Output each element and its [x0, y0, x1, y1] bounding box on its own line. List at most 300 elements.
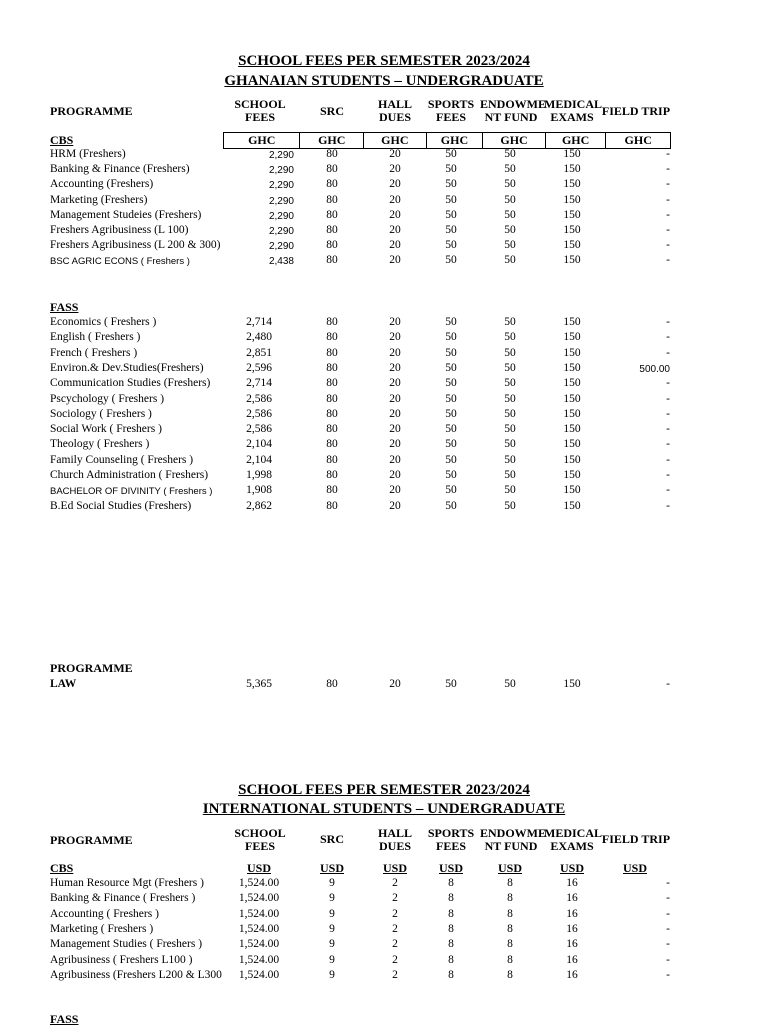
field-trip-value: - [666, 922, 670, 935]
school-fees-value: 1,524.00 [238, 892, 280, 905]
table-row [0, 454, 768, 469]
endowment-value: 8 [507, 953, 513, 966]
field-trip-value: - [666, 907, 670, 920]
table-row [0, 938, 768, 953]
school-fees-value: 2,290 [268, 210, 294, 222]
src-value: 9 [329, 907, 335, 920]
school-fees-value: 2,714 [246, 316, 272, 328]
school-fees-value: 2,104 [246, 438, 272, 451]
field-trip-value: - [666, 239, 670, 252]
currency-cell: GHC [483, 133, 546, 148]
table-row [0, 954, 768, 969]
table-row [0, 331, 768, 346]
medical-value: 150 [563, 316, 581, 328]
sports-fees-value: 50 [445, 469, 457, 481]
table-row [0, 969, 768, 984]
medical-value: 16 [566, 968, 578, 981]
endowment-value: 50 [504, 423, 516, 436]
sports-fees-value: 50 [445, 407, 457, 420]
table-row [0, 194, 768, 209]
medical-value: 150 [563, 148, 581, 160]
hall-dues-value: 2 [392, 938, 398, 951]
sports-fees-value: 50 [445, 361, 457, 374]
field-trip-value: - [666, 892, 670, 905]
field-trip-value: - [666, 423, 670, 436]
endowment-value: 50 [504, 178, 516, 191]
currency-cell: GHC [300, 133, 364, 148]
currency-cell: GHC [427, 133, 484, 148]
medical-value: 16 [566, 938, 578, 951]
medical-value: 16 [566, 892, 578, 905]
sports-fees-value: 50 [445, 148, 457, 160]
field-trip-value: - [666, 377, 670, 390]
src-value: 80 [326, 163, 338, 176]
programme-name: Freshers Agribusiness (L 100) [50, 224, 189, 236]
field-trip-value: - [666, 407, 670, 420]
endowment-value: 50 [504, 193, 516, 206]
programme-name: Marketing ( Freshers ) [50, 922, 154, 935]
intl-currency-src: USD [319, 861, 344, 875]
table-row [0, 423, 768, 438]
field-trip-value: - [666, 148, 670, 160]
field-trip-value: - [666, 678, 670, 690]
table-row [0, 892, 768, 907]
table-row [0, 469, 768, 484]
intl-title-line2: INTERNATIONAL STUDENTS – UNDERGRADUATE [202, 801, 566, 817]
hall-dues-value: 20 [389, 453, 401, 466]
medical-value: 150 [563, 453, 581, 466]
sports-fees-value: 8 [448, 968, 454, 981]
local-title-line2: GHANAIAN STUDENTS – UNDERGRADUATE [224, 73, 544, 89]
table-row [0, 178, 768, 193]
programme-name: Management Studies ( Freshers ) [50, 938, 203, 951]
src-value: 80 [326, 407, 338, 420]
medical-value: 150 [563, 499, 581, 512]
school-fees-value: 1,524.00 [238, 877, 280, 889]
programme-name: French ( Freshers ) [50, 346, 138, 359]
medical-value: 150 [563, 392, 581, 405]
sports-fees-value: 50 [445, 392, 457, 405]
field-trip-value: - [666, 316, 670, 328]
endowment-value: 50 [504, 224, 516, 236]
field-trip-value: - [666, 163, 670, 176]
medical-value: 150 [563, 346, 581, 359]
field-trip-value: - [666, 193, 670, 206]
src-value: 80 [326, 178, 338, 191]
src-value: 80 [326, 453, 338, 466]
sports-fees-value: 50 [445, 208, 457, 221]
sports-fees-value: 8 [448, 953, 454, 966]
hall-dues-value: 20 [389, 392, 401, 405]
field-trip-value: - [666, 331, 670, 344]
programme-name: Agribusiness (Freshers L200 & L300 [50, 968, 222, 981]
src-value: 80 [326, 377, 338, 390]
school-fees-value: 2,596 [246, 361, 272, 374]
sports-fees-value: 50 [445, 316, 457, 328]
table-row [0, 393, 768, 408]
medical-value: 150 [563, 484, 581, 497]
header-programme: PROGRAMME [50, 104, 133, 118]
field-trip-value: - [666, 968, 670, 981]
endowment-value: 50 [504, 377, 516, 390]
school-fees-value: 1,524.00 [238, 968, 280, 981]
sports-fees-value: 50 [445, 423, 457, 436]
intl-currency-field: USD [622, 861, 647, 875]
currency-header-box [223, 132, 671, 149]
sports-fees-value: 50 [445, 239, 457, 252]
intl-header-school-fees: SCHOOL FEES [234, 826, 286, 853]
sports-fees-value: 50 [445, 484, 457, 497]
table-row [0, 908, 768, 923]
sports-fees-value: 50 [445, 331, 457, 344]
school-fees-value: 2,290 [268, 165, 294, 177]
src-value: 80 [326, 346, 338, 359]
programme-name: Human Resource Mgt (Freshers ) [50, 877, 204, 889]
hall-dues-value: 20 [389, 484, 401, 497]
intl-currency-med: USD [559, 861, 584, 875]
medical-value: 150 [563, 678, 581, 690]
field-trip-value: - [666, 392, 670, 405]
school-fees-value: 2,586 [246, 407, 272, 420]
hall-dues-value: 2 [392, 907, 398, 920]
intl-header-field-trip: FIELD TRIP [601, 832, 671, 846]
school-fees-value: 1,524.00 [238, 907, 280, 920]
header-school-fees: SCHOOL FEES [234, 97, 286, 124]
programme-name: Agribusiness ( Freshers L100 ) [50, 953, 193, 966]
programme-name: Pscychology ( Freshers ) [50, 392, 165, 405]
field-trip-value: 500.00 [639, 363, 670, 375]
table-row [0, 500, 768, 515]
medical-value: 150 [563, 178, 581, 191]
endowment-value: 50 [504, 407, 516, 420]
medical-value: 150 [563, 254, 581, 267]
field-trip-value: - [666, 224, 670, 236]
medical-value: 16 [566, 877, 578, 889]
intl-title-line1: SCHOOL FEES PER SEMESTER 2023/2024 [238, 782, 530, 798]
src-value: 80 [326, 392, 338, 405]
intl-section-fass-label: FASS [50, 1012, 79, 1026]
school-fees-value: 1,908 [246, 484, 272, 497]
src-value: 80 [326, 331, 338, 344]
src-value: 80 [326, 316, 338, 328]
intl-header-medical-exams: MEDICAL EXAMS [544, 826, 603, 853]
hall-dues-value: 2 [392, 892, 398, 905]
field-trip-value: - [666, 484, 670, 497]
sports-fees-value: 50 [445, 254, 457, 267]
src-value: 80 [326, 499, 338, 512]
programme-name: HRM (Freshers) [50, 148, 126, 160]
field-trip-value: - [666, 178, 670, 191]
src-value: 80 [326, 361, 338, 374]
sports-fees-value: 8 [448, 922, 454, 935]
hall-dues-value: 20 [389, 423, 401, 436]
local-title-line1: SCHOOL FEES PER SEMESTER 2023/2024 [238, 53, 530, 69]
programme-name: Family Counseling ( Freshers ) [50, 453, 194, 466]
programme-name: BACHELOR OF DIVINITY ( Freshers ) [50, 486, 213, 498]
hall-dues-value: 20 [389, 316, 401, 328]
sports-fees-value: 8 [448, 907, 454, 920]
src-value: 9 [329, 877, 335, 889]
medical-value: 16 [566, 953, 578, 966]
school-fees-value: 2,586 [246, 423, 272, 436]
intl-header-src: SRC [319, 832, 344, 846]
hall-dues-value: 20 [389, 469, 401, 481]
section-fass-label: FASS [50, 300, 79, 314]
endowment-value: 50 [504, 484, 516, 497]
hall-dues-value: 20 [389, 224, 401, 236]
medical-value: 150 [563, 407, 581, 420]
programme-name: Banking & Finance ( Freshers ) [50, 892, 196, 905]
school-fees-value: 2,104 [246, 453, 272, 466]
intl-header-programme: PROGRAMME [50, 833, 133, 847]
section-cbs-label: CBS [50, 133, 74, 147]
school-fees-value: 1,524.00 [238, 953, 280, 966]
field-trip-value: - [666, 877, 670, 889]
field-trip-value: - [666, 346, 670, 359]
programme-name: Social Work ( Freshers ) [50, 423, 162, 436]
programme-name: Freshers Agribusiness (L 200 & 300) [50, 239, 221, 252]
table-row [0, 316, 768, 331]
medical-value: 150 [563, 208, 581, 221]
school-fees-value: 1,524.00 [238, 938, 280, 951]
hall-dues-value: 20 [389, 163, 401, 176]
intl-header-endowment-fund: ENDOWME NT FUND [480, 826, 546, 853]
medical-value: 150 [563, 438, 581, 451]
endowment-value: 8 [507, 968, 513, 981]
field-trip-value: - [666, 938, 670, 951]
hall-dues-value: 20 [389, 178, 401, 191]
table-row [0, 239, 768, 254]
school-fees-value: 2,290 [268, 180, 294, 192]
sports-fees-value: 8 [448, 877, 454, 889]
medical-value: 150 [563, 331, 581, 344]
header-medical-exams: MEDICAL EXAMS [544, 97, 603, 124]
table-row [0, 347, 768, 362]
sports-fees-value: 8 [448, 892, 454, 905]
endowment-value: 50 [504, 453, 516, 466]
medical-value: 150 [563, 361, 581, 374]
src-value: 80 [326, 208, 338, 221]
programme-name: Communication Studies (Freshers) [50, 377, 211, 390]
endowment-value: 50 [504, 469, 516, 481]
hall-dues-value: 20 [389, 499, 401, 512]
header-src: SRC [319, 104, 344, 118]
hall-dues-value: 20 [389, 254, 401, 267]
endowment-value: 8 [507, 922, 513, 935]
table-row [0, 254, 768, 269]
medical-value: 150 [563, 377, 581, 390]
medical-value: 150 [563, 423, 581, 436]
src-value: 9 [329, 892, 335, 905]
endowment-value: 50 [504, 148, 516, 160]
currency-cell: GHC [364, 133, 427, 148]
hall-dues-value: 2 [392, 877, 398, 889]
medical-value: 150 [563, 193, 581, 206]
table-row [0, 484, 768, 499]
medical-value: 16 [566, 922, 578, 935]
field-trip-value: - [666, 438, 670, 451]
programme-name: Management Studeies (Freshers) [50, 208, 202, 221]
school-fees-value: 2,480 [246, 331, 272, 344]
programme-name: B.Ed Social Studies (Freshers) [50, 499, 192, 512]
medical-value: 150 [563, 224, 581, 236]
field-trip-value: - [666, 453, 670, 466]
hall-dues-value: 20 [389, 239, 401, 252]
programme-name: English ( Freshers ) [50, 331, 141, 344]
hall-dues-value: 20 [389, 407, 401, 420]
programme-name: Accounting ( Freshers ) [50, 907, 159, 920]
intl-currency-fees: USD [246, 861, 271, 875]
programme-name: Banking & Finance (Freshers) [50, 163, 190, 176]
endowment-value: 50 [504, 346, 516, 359]
sports-fees-value: 50 [445, 453, 457, 466]
currency-cell: GHC [546, 133, 607, 148]
hall-dues-value: 20 [389, 377, 401, 390]
sports-fees-value: 50 [445, 193, 457, 206]
table-row [0, 877, 768, 892]
src-value: 80 [326, 678, 338, 690]
programme-name: Accounting (Freshers) [50, 178, 154, 191]
src-value: 80 [326, 469, 338, 481]
header-sports-fees: SPORTS FEES [427, 97, 475, 124]
field-trip-value: - [666, 469, 670, 481]
endowment-value: 50 [504, 392, 516, 405]
hall-dues-value: 20 [389, 678, 401, 690]
school-fees-value: 2,714 [246, 377, 272, 390]
school-fees-value: 2,438 [268, 256, 294, 268]
field-trip-value: - [666, 953, 670, 966]
school-fees-value: 2,290 [268, 150, 294, 161]
hall-dues-value: 2 [392, 968, 398, 981]
endowment-value: 8 [507, 907, 513, 920]
sports-fees-value: 50 [445, 499, 457, 512]
endowment-value: 50 [504, 254, 516, 267]
table-row [0, 163, 768, 178]
hall-dues-value: 2 [392, 922, 398, 935]
programme-name: LAW [50, 678, 77, 690]
programme-name: Environ.& Dev.Studies(Freshers) [50, 361, 204, 374]
field-trip-value: - [666, 208, 670, 221]
programme-name: Sociology ( Freshers ) [50, 407, 152, 420]
table-row [0, 678, 768, 693]
sports-fees-value: 50 [445, 163, 457, 176]
medical-value: 150 [563, 163, 581, 176]
intl-section-cbs-label: CBS [50, 861, 74, 875]
hall-dues-value: 20 [389, 193, 401, 206]
law-programme-label: PROGRAMME [50, 661, 133, 675]
endowment-value: 50 [504, 316, 516, 328]
intl-currency-endow: USD [497, 861, 522, 875]
intl-currency-sports: USD [438, 861, 463, 875]
src-value: 80 [326, 254, 338, 267]
school-fees-value: 2,586 [246, 392, 272, 405]
programme-name: BSC AGRIC ECONS ( Freshers ) [50, 256, 190, 268]
school-fees-value: 2,851 [246, 346, 272, 359]
programme-name: Economics ( Freshers ) [50, 316, 157, 328]
endowment-value: 50 [504, 438, 516, 451]
medical-value: 16 [566, 907, 578, 920]
sports-fees-value: 50 [445, 678, 457, 690]
school-fees-value: 2,862 [246, 499, 272, 512]
endowment-value: 50 [504, 163, 516, 176]
currency-cell: GHC [624, 133, 652, 147]
school-fees-value: 1,998 [246, 469, 272, 481]
programme-name: Marketing (Freshers) [50, 193, 148, 206]
sports-fees-value: 50 [445, 224, 457, 236]
sports-fees-value: 50 [445, 438, 457, 451]
table-row [0, 438, 768, 453]
table-row [0, 923, 768, 938]
school-fees-value: 2,290 [268, 195, 294, 207]
src-value: 80 [326, 484, 338, 497]
sports-fees-value: 50 [445, 178, 457, 191]
src-value: 80 [326, 148, 338, 160]
header-endowment-fund: ENDOWME NT FUND [480, 97, 546, 124]
table-row [0, 148, 768, 163]
programme-name: Theology ( Freshers ) [50, 438, 150, 451]
hall-dues-value: 20 [389, 331, 401, 344]
currency-cell: GHC [224, 133, 300, 148]
endowment-value: 50 [504, 499, 516, 512]
sports-fees-value: 50 [445, 346, 457, 359]
endowment-value: 8 [507, 877, 513, 889]
table-row [0, 224, 768, 239]
table-row [0, 377, 768, 392]
src-value: 80 [326, 438, 338, 451]
src-value: 80 [326, 193, 338, 206]
endowment-value: 8 [507, 892, 513, 905]
src-value: 80 [326, 224, 338, 236]
field-trip-value: - [666, 499, 670, 512]
intl-header-hall-dues: HALL DUES [377, 826, 412, 853]
src-value: 9 [329, 968, 335, 981]
hall-dues-value: 2 [392, 953, 398, 966]
hall-dues-value: 20 [389, 148, 401, 160]
school-fees-value: 1,524.00 [238, 922, 280, 935]
src-value: 80 [326, 423, 338, 436]
header-field-trip: FIELD TRIP [601, 104, 671, 118]
endowment-value: 50 [504, 678, 516, 690]
sports-fees-value: 50 [445, 377, 457, 390]
programme-name: Church Administration ( Freshers) [50, 469, 209, 481]
src-value: 9 [329, 938, 335, 951]
table-row [0, 408, 768, 423]
endowment-value: 50 [504, 331, 516, 344]
sports-fees-value: 8 [448, 938, 454, 951]
intl-currency-hall: USD [382, 861, 407, 875]
header-hall-dues: HALL DUES [377, 97, 412, 124]
school-fees-value: 5,365 [246, 678, 272, 690]
hall-dues-value: 20 [389, 346, 401, 359]
table-row [0, 362, 768, 377]
endowment-value: 50 [504, 361, 516, 374]
school-fees-value: 2,290 [268, 241, 294, 253]
endowment-value: 8 [507, 938, 513, 951]
endowment-value: 50 [504, 239, 516, 252]
hall-dues-value: 20 [389, 438, 401, 451]
school-fees-value: 2,290 [268, 226, 294, 237]
hall-dues-value: 20 [389, 208, 401, 221]
src-value: 80 [326, 239, 338, 252]
src-value: 9 [329, 922, 335, 935]
src-value: 9 [329, 953, 335, 966]
field-trip-value: - [666, 254, 670, 267]
medical-value: 150 [563, 239, 581, 252]
medical-value: 150 [563, 469, 581, 481]
table-row [0, 209, 768, 224]
intl-header-sports-fees: SPORTS FEES [427, 826, 475, 853]
hall-dues-value: 20 [389, 361, 401, 374]
